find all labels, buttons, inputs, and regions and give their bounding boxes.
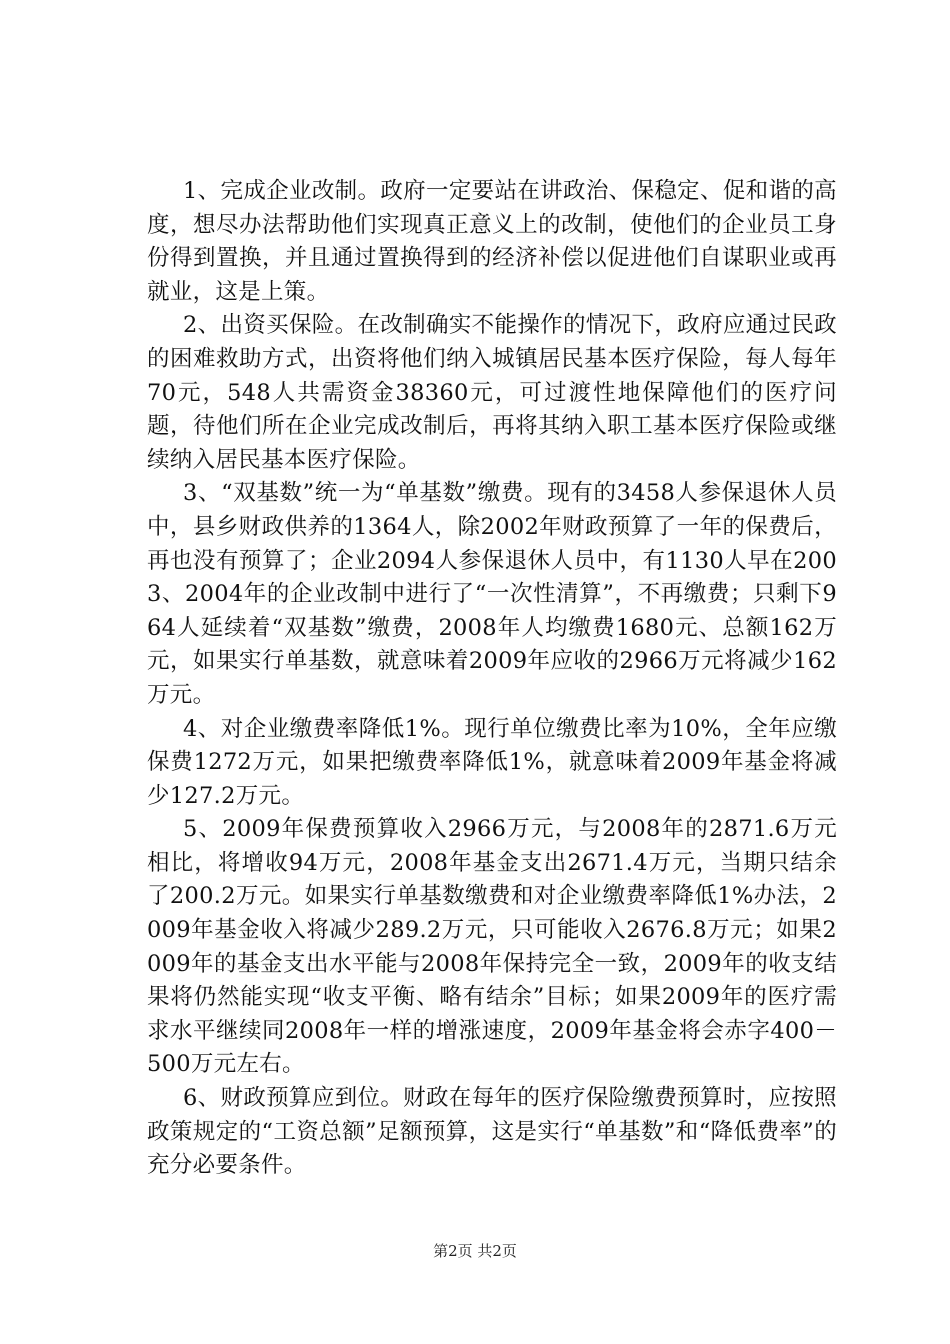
- document-body: [147, 175, 837, 1183]
- page-footer: 第2页 共2页: [433, 1242, 517, 1260]
- paragraph-3: 3、“双基数”统一为“单基数”缴费。现有的3458人参保退休人员中，县乡财政供养的1364人，除2002年财政预算了一年的保费后，再也没有预算了；企业2094人参保退休人员中，有1130人早在2003、2004年的企业改制中进行了“一次性清算”，不再缴费；只剩下964人延续着“双基数”缴费，2008年人均缴费1680元、总额162万元，如果实行单基数，就意味着2009年应收的2966万元将减少162万元。: [147, 480, 837, 708]
- paragraph-5: 5、2009年保费预算收入2966万元，与2008年的2871.6万元相比，将增收94万元，2008年基金支出2671.4万元，当期只结余了200.2万元。如果实行单基数缴费和对企业缴费率降低1%办法，2009年基金收入将减少289.2万元，只可能收入2676.8万元；如果2009年的基金支出水平能与2008年保持完全一致，2009年的收支结果将仍然能实现“收支平衡、略有结余”目标；如果2009年的医疗需求水平继续同2008年一样的增涨速度，2009年基金将会赤字400－500万元左右。: [147, 816, 837, 1078]
- paragraph-6: 6、财政预算应到位。财政在每年的医疗保险缴费预算时，应按照政策规定的“工资总额”足额预算，这是实行“单基数”和“降低费率”的充分必要条件。: [147, 1085, 837, 1179]
- paragraph-2: 2、出资买保险。在改制确实不能操作的情况下，政府应通过民政的困难救助方式，出资将他们纳入城镇居民基本医疗保险，每人每年70元，548人共需资金38360元，可过渡性地保障他们的医疗问题，待他们所在企业完成改制后，再将其纳入职工基本医疗保险或继续纳入居民基本医疗保险。: [147, 312, 837, 473]
- paragraph-1: 1、完成企业改制。政府一定要站在讲政治、保稳定、促和谐的高度，想尽办法帮助他们实现真正意义上的改制，使他们的企业员工身份得到置换，并且通过置换得到的经济补偿以促进他们自谋职业或再就业，这是上策。: [147, 178, 837, 305]
- paragraph-4: 4、对企业缴费率降低1%。现行单位缴费比率为10%，全年应缴保费1272万元，如果把缴费率降低1%，就意味着2009年基金将减少127.2万元。: [147, 715, 837, 809]
